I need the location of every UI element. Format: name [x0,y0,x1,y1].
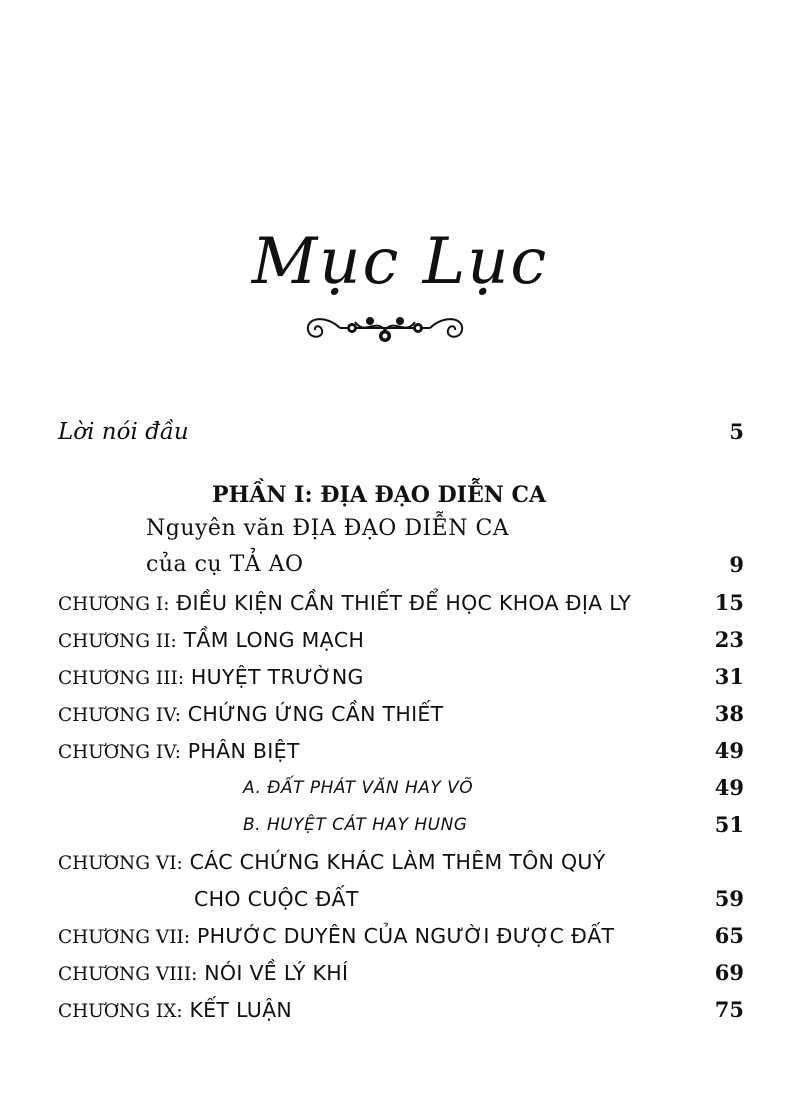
entry-page: 69 [714,960,744,985]
chapter-title: PHƯỚC DUYÊN CỦA NGƯỜI ĐƯỢC ĐẤT [196,924,615,948]
chapter-number: CHƯƠNG VIII: [58,964,198,985]
entry-label: của cụ TẢ AO [146,552,304,577]
chapter-title: HUYỆT TRƯỜNG [190,665,364,689]
chapter-title: CÁC CHỨNG KHÁC LÀM THÊM TÔN QUÝ [189,850,606,874]
entry-page: 9 [729,552,744,577]
toc-entry-chapter-9 [0,993,800,1027]
chapter-number: CHƯƠNG IV: [58,705,181,726]
toc-entry-chapter-2 [0,623,800,657]
entry-page: 65 [714,923,744,948]
chapter-title: KẾT LUẬN [189,998,293,1022]
toc-entry-original-text [0,512,800,546]
chapter-title: ĐIỀU KIỆN CẦN THIẾT ĐỂ HỌC KHOA ĐỊA LY [176,591,632,615]
toc-entry-chapter-4 [0,697,800,731]
chapter-number: CHƯƠNG IX: [58,1001,183,1022]
toc-entry-chapter-1 [0,586,800,620]
entry-label: B. HUYỆT CÁT HAY HUNG [243,815,468,835]
chapter-title: NÓI VỀ LÝ KHÍ [204,961,349,985]
entry-page: 49 [714,775,744,800]
chapter-number: CHƯƠNG I: [58,594,170,615]
toc-entry-subsection-a [0,771,800,805]
toc-entry-preface [0,415,800,449]
chapter-title: CHỨNG ỨNG CẦN THIẾT [187,702,444,726]
part-title: PHẦN I: ĐỊA ĐẠO DIỄN CA [212,482,547,508]
toc-entry-chapter-8 [0,956,800,990]
toc-entry-chapter-6-cont [0,882,800,916]
entry-page: 59 [714,886,744,911]
toc-entry-chapter-6 [0,845,800,879]
chapter-title: TẦM LONG MẠCH [183,628,365,652]
entry-page: 38 [714,701,744,726]
toc-entry-chapter-3 [0,660,800,694]
entry-label: A. ĐẤT PHÁT VĂN HAY VÕ [243,778,474,798]
page-title: Mục Lục [251,225,549,299]
entry-page: 51 [714,812,744,837]
entry-label: Lời nói đầu [58,419,189,445]
chapter-number: CHƯƠNG II: [58,631,177,652]
chapter-number: CHƯƠNG VI: [58,853,183,874]
chapter-title-continued: CHO CUỘC ĐẤT [194,887,359,911]
entry-page: 5 [729,419,744,444]
toc-entry-chapter-7 [0,919,800,953]
toc-part-heading [0,478,800,512]
chapter-number: CHƯƠNG IV: [58,742,181,763]
entry-page: 23 [714,627,744,652]
entry-label: Nguyên văn ĐỊA ĐẠO DIỄN CA [146,516,510,541]
ornament-flourish-icon [300,308,470,348]
entry-page: 75 [714,997,744,1022]
entry-page: 49 [714,738,744,763]
toc-entry-author [0,548,800,582]
entry-page: 15 [714,590,744,615]
entry-page: 31 [714,664,744,689]
chapter-title: PHÂN BIỆT [187,739,300,763]
chapter-number: CHƯƠNG VII: [58,927,191,948]
toc-entry-chapter-5 [0,734,800,768]
toc-entry-subsection-b [0,808,800,842]
chapter-number: CHƯƠNG III: [58,668,185,689]
